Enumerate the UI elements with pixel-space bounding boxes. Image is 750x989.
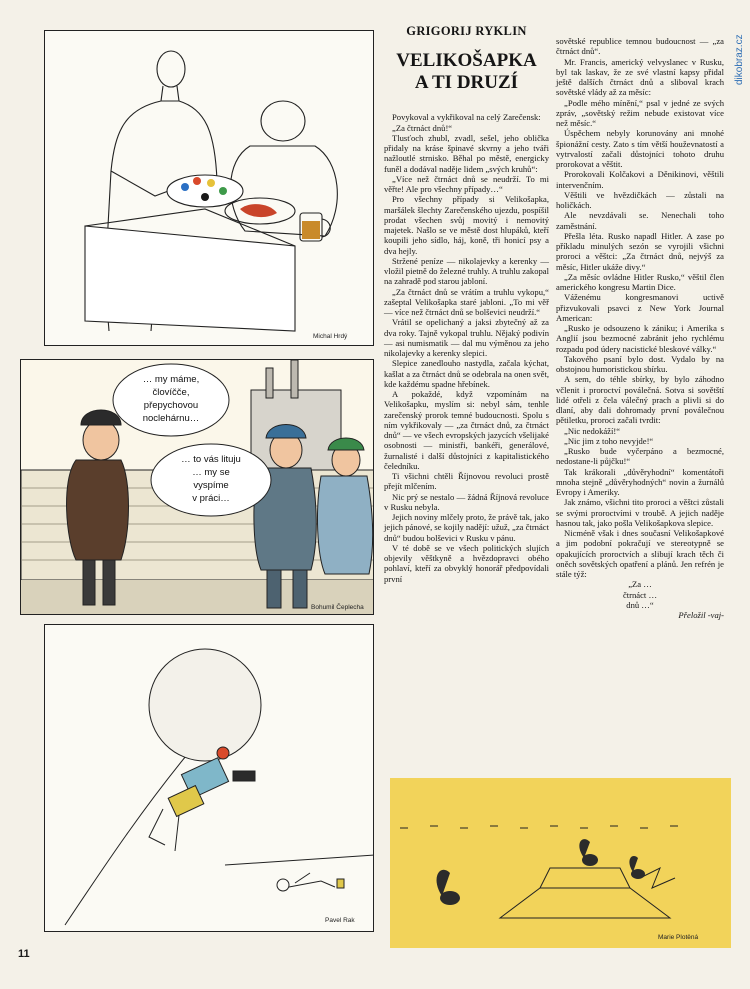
article-paragraph: Nic prý se nestalo — žádná Říjnová revoluce v Rusku nebyla. — [384, 491, 549, 512]
refrain-line-2: čtrnáct … — [622, 589, 658, 600]
title-line-2: A TI DRUZÍ — [414, 72, 519, 94]
article-paragraph: „Rusko bude vyčerpáno a bezmocné, nedostane-li půjčku!“ — [556, 446, 724, 467]
bubble1-line3: přepychovou — [143, 400, 199, 411]
article-paragraph: Přešla léta. Rusko napadl Hitler. A zase po příkladu minulých sezón se vyrojili všichni proroci a věštci: „Za čtrnáct dnů, nejvýš za měsíc, Hitler ukáže divy.“ — [556, 230, 724, 272]
article-paragraph: Slepice zanedlouho nastydla, začala kýchat, kašlat a za čtrnáct dnů se odebrala na onen svět, kde každému spadne hřebínek. — [384, 358, 549, 389]
article-paragraph: Tlusťoch zhubl, zvadl, sešel, jeho oblička přidaly na kráse špinavé skvrny a jeho tváři nažloutlé strnisko. Běhal po městě, energicky funěl a dodával naděje lidem „svých kruhů“: — [384, 132, 549, 174]
bubble1-line2: človíčče, — [152, 387, 190, 398]
bubble2-line3: vyspíme — [193, 480, 229, 491]
article-paragraph: Ale nevzdávali se. Nenechali toho zaměstnání. — [556, 210, 724, 231]
cartoon-squirrels — [390, 778, 731, 948]
article-paragraph: Jejich noviny mlčely proto, že právě tak, jako jejich pánové, se kojily nadějí: užuž, „za čtrnáct dnů“ budou bolševici v Rusku v pánu. — [384, 512, 549, 543]
article-column-2 — [556, 36, 724, 620]
article-paragraph: „Nic jim z toho nevyjde!“ — [564, 435, 654, 446]
credit-marie-plotena: Marie Plotěná — [658, 934, 699, 941]
cartoon-squirrels-drawing — [390, 778, 731, 948]
column-1-body — [384, 112, 549, 584]
credit-pavel-rak: Pavel Rak — [325, 917, 355, 924]
article-paragraph: „Podle mého mínění,“ psal v jedné ze svých zpráv, „sovětský režim nebude existovat více než měsíc.“ — [556, 97, 724, 128]
bubble1-line1: … my máme, — [142, 374, 200, 385]
page-number: 11 — [18, 948, 30, 960]
cartoon-workers-drawing — [21, 360, 374, 615]
article-paragraph: „Nic nedokáží!“ — [564, 425, 621, 436]
cartoon-painter-drawing — [45, 31, 374, 346]
article-author: GRIGORIJ RYKLIN — [406, 24, 527, 38]
article-paragraph: Pro všechny případy si Velikošapka, maršálek šlechty Zarečenského ujezdu, pospíšil prodat všechen svůj movitý i nemovitý majetek. Našlo se ve městě dost hlupáků, kteří koupili jeho sídlo, háj, koně, tři honicí psy a dva hejly. — [384, 194, 549, 256]
credit-bohumil-ceplecha: Bohumil Čeplecha — [311, 604, 364, 611]
article-paragraph: sovětské republice temnou budoucnost — „za čtrnáct dnů“. — [556, 36, 724, 57]
article-paragraph: Povykoval a vykřikoval na celý Zarečensk: — [392, 112, 541, 123]
article-paragraph: A sem, do téhle sbírky, by bylo záhodno včlenit i proroctví poválečná. Sotva si sovětští lidé otřeli z čela válečný prach a plivli si do dlaní, aby dali dohromady první poválečnou pětiletku, proroci začali tvrdit: — [556, 374, 724, 426]
article-paragraph: „Více než čtrnáct dnů se neudrží. To mi věřte! Ale pro všechny případy…“ — [384, 173, 549, 194]
article-paragraph: „Za čtrnáct dnů!“ — [392, 122, 453, 133]
article-paragraph: Nicméně však i dnes současní Velikošapkové a jim podobní pokračují ve stereotypně se opakujících proroctvích a slibují krach těch či oněch sovětských opatření a plánů. Jen refrén je stále týž: — [556, 528, 724, 579]
article-paragraph: Stržené peníze — nikolajevky a kerenky — vložil pietně do železné truhly. A truhlu zakopal na zahradě pod starou jabloní. — [384, 255, 549, 287]
bubble1-line4: noclehárnu… — [142, 413, 200, 424]
article-paragraph: Tak krákorali „důvěryhodní“ komentátoři mnoha stejně „důvěryhodných“ novin a žurnálů Evropy i Ameriky. — [556, 466, 724, 497]
translator-credit: Přeložil -vaj- — [678, 610, 724, 620]
bubble2-line1: … to vás lituju — [181, 454, 241, 465]
robot — [149, 747, 255, 851]
boulder — [149, 649, 261, 761]
article-paragraph: Ti všichni chtěli Říjnovou revoluci prostě přejít mlčením. — [384, 471, 549, 492]
article-paragraph: „Za měsíc ovládne Hitler Rusko,“ věštil člen amerického kongresu Martin Dice. — [556, 271, 724, 292]
title-line-1: VELIKOŠAPKA — [396, 50, 537, 72]
cartoon-painter — [44, 30, 374, 346]
article-paragraph: A pokaždé, když vzpomínám na Velikošapku, myslím si: nebyl sám, tenhle zarečenský prorok temné budoucnosti. Spolu s ním vykřikovaly — „za čtrnáct dnů, za čtrnáct dnů“ — ve všech evropských jazycích všelijaké osobnosti — ministři, bankéři, generálové, žurnalisté i další důstojníci z kapitalistického čeledníku. — [384, 389, 549, 471]
cartoon-robot-boulder-drawing — [45, 625, 374, 932]
article-title — [384, 50, 549, 94]
refrain-line-1: „Za … — [628, 579, 652, 590]
cartoon-robot-boulder — [44, 624, 374, 932]
article-paragraph: „Rusko je odsouzeno k zániku; i Amerika s Anglií jsou bezmocné zabránit jeho rychlému rozpadu pod údery nacistické bleskové války.“ — [556, 323, 724, 354]
article-column-1 — [384, 20, 549, 584]
squirrels — [437, 839, 645, 905]
article-paragraph: Vrátil se opelichaný a jaksi zbytečný až za dva roky. Tajně vykopal truhlu. Nějaký podivín — asi numismatik — dal mu výměnou za jeho nikolajevky a kerenky slepici. — [384, 317, 549, 358]
article-paragraph: V té době se ve všech politických slujích objevily věštkyně a hvězdopravci obého pohlaví, kteří za obvyklý honorář předpovídali první — [384, 542, 549, 584]
article-paragraph: Úspěchem nebyly korunovány ani mnohé špionážní cesty. Zato s tím větší houževnatostí a vytrvalostí začali důstojníci tohoto druhu prorokovat a věštit. — [556, 128, 724, 169]
article-paragraph: Jak známo, všichni tito proroci a věštci zůstali se svými proroctvími v troubě. A jejich naděje hasnou tak, jako pošla Velikošapkova slepice. — [556, 497, 724, 528]
refrain-line-3: dnů …“ — [626, 599, 654, 610]
lounging-man — [277, 873, 344, 891]
bubble2-line4: v práci… — [192, 493, 230, 504]
cartoon-workers — [20, 359, 374, 615]
article-paragraph: „Za čtrnáct dnů se vrátím a truhlu vykopu,“ zašeptal Velikošapka staré jabloni. „To mi věř — více než čtrnáct dnů se bolševici neudrží.“ — [384, 286, 549, 317]
column-2-body — [556, 36, 724, 579]
speech-bubble-1 — [113, 364, 229, 436]
article-paragraph: Prorokovali Kolčakovi a Děnikinovi, věštili intervenčním. — [556, 169, 724, 190]
watermark: dikobraz.cz — [734, 34, 745, 85]
article-paragraph: Takového psaní bylo dost. Vydalo by na obstojnou humoristickou sbírku. — [556, 353, 724, 374]
credit-michal-hrdy: Michal Hrdý — [313, 333, 348, 340]
article-paragraph: Věštili ve hvězdičkách — zůstali na holičkách. — [556, 189, 724, 210]
article-paragraph: Mr. Francis, americký velvyslanec v Rusku, byl tak laskav, že ze své vlastní kapsy přidal ještě dalších čtrnáct dnů a sliboval krach sovětské vlády až za měsíc: — [556, 56, 724, 98]
article-paragraph: Váženému kongresmanovi uctivě přizvukovali psavci z New York Journal American: — [556, 292, 724, 323]
bubble2-line2: … my se — [192, 467, 230, 478]
speech-bubble-2 — [151, 444, 271, 516]
